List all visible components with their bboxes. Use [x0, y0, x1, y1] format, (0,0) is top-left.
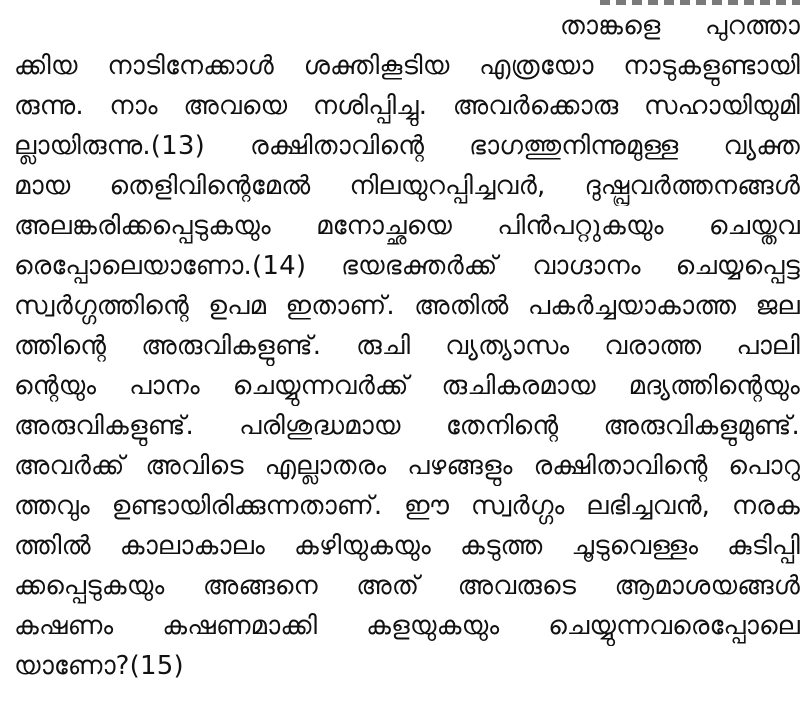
- text-line-7: രെപ്പോലെയാണോ.(14) ഭയഭക്തർക്ക് വാഗ്ദാനം ചെയ്യപ്പെട്ട: [14, 251, 800, 281]
- text-line-6: അലങ്കരിക്കപ്പെടുകയും മനോച്ഛയെ പിൻപറ്റുകയും ചെയ്തവ: [14, 211, 800, 241]
- text-line-8: സ്വർഗ്ഗത്തിന്റെ ഉപമ ഇതാണ്. അതിൽ പകർച്ചയാകാത്ത ജല: [14, 291, 800, 321]
- text-line-1: താങ്കളെ പുറത്താ: [560, 11, 800, 41]
- text-line-9: ത്തിന്റെ അരുവികളുണ്ട്. രുചി വ്യത്യാസം വരാത്ത പാലി: [14, 331, 800, 361]
- text-line-13: ത്തവും ഉണ്ടായിരിക്കുന്നതാണ്. ഈ സ്വർഗ്ഗം ലഭിച്ചവൻ, നരക: [14, 491, 800, 521]
- text-line-11: അരുവികളുണ്ട്. പരിശുദ്ധമായ തേനിന്റെ അരുവികളുമുണ്ട്.: [14, 411, 800, 441]
- text-line-5: മായ തെളിവിന്റെമേൽ നിലയുറപ്പിച്ചവർ, ദുഷ്പ്രവർത്തനങ്ങൾ: [14, 171, 800, 201]
- cropped-text-fragment: [600, 0, 800, 5]
- text-line-2: ക്കിയ നാടിനേക്കാൾ ശക്തികൂടിയ എത്രയോ നാടുകളുണ്ടായി: [14, 51, 800, 81]
- text-line-4: ല്ലായിരുന്നു.(13) രക്ഷിതാവിന്റെ ഭാഗത്തുനിന്നുമുള്ള വ്യക്ത: [14, 131, 800, 161]
- text-line-17: യാണോ?(15): [14, 651, 184, 681]
- text-line-10: ന്റെയും പാനം ചെയ്യുന്നവർക്ക് രുചികരമായ മദ്യത്തിന്റെയും: [14, 371, 800, 401]
- text-line-16: കഷണം കഷണമാക്കി കളയുകയും ചെയ്യുന്നവരെപ്പോലെ: [14, 611, 800, 641]
- text-line-3: രുന്നു. നാം അവയെ നശിപ്പിച്ചു. അവർക്കൊരു സഹായിയുമി: [14, 91, 800, 121]
- text-line-14: ത്തിൽ കാലാകാലം കഴിയുകയും കടുത്ത ചൂടുവെള്ളം കുടിപ്പി: [14, 531, 800, 561]
- text-line-12: അവർക്ക് അവിടെ എല്ലാതരം പഴങ്ങളും രക്ഷിതാവിന്റെ പൊറു: [14, 451, 800, 481]
- text-line-15: ക്കപ്പെടുകയും അങ്ങനെ അത് അവരുടെ ആമാശയങ്ങൾ: [14, 571, 800, 601]
